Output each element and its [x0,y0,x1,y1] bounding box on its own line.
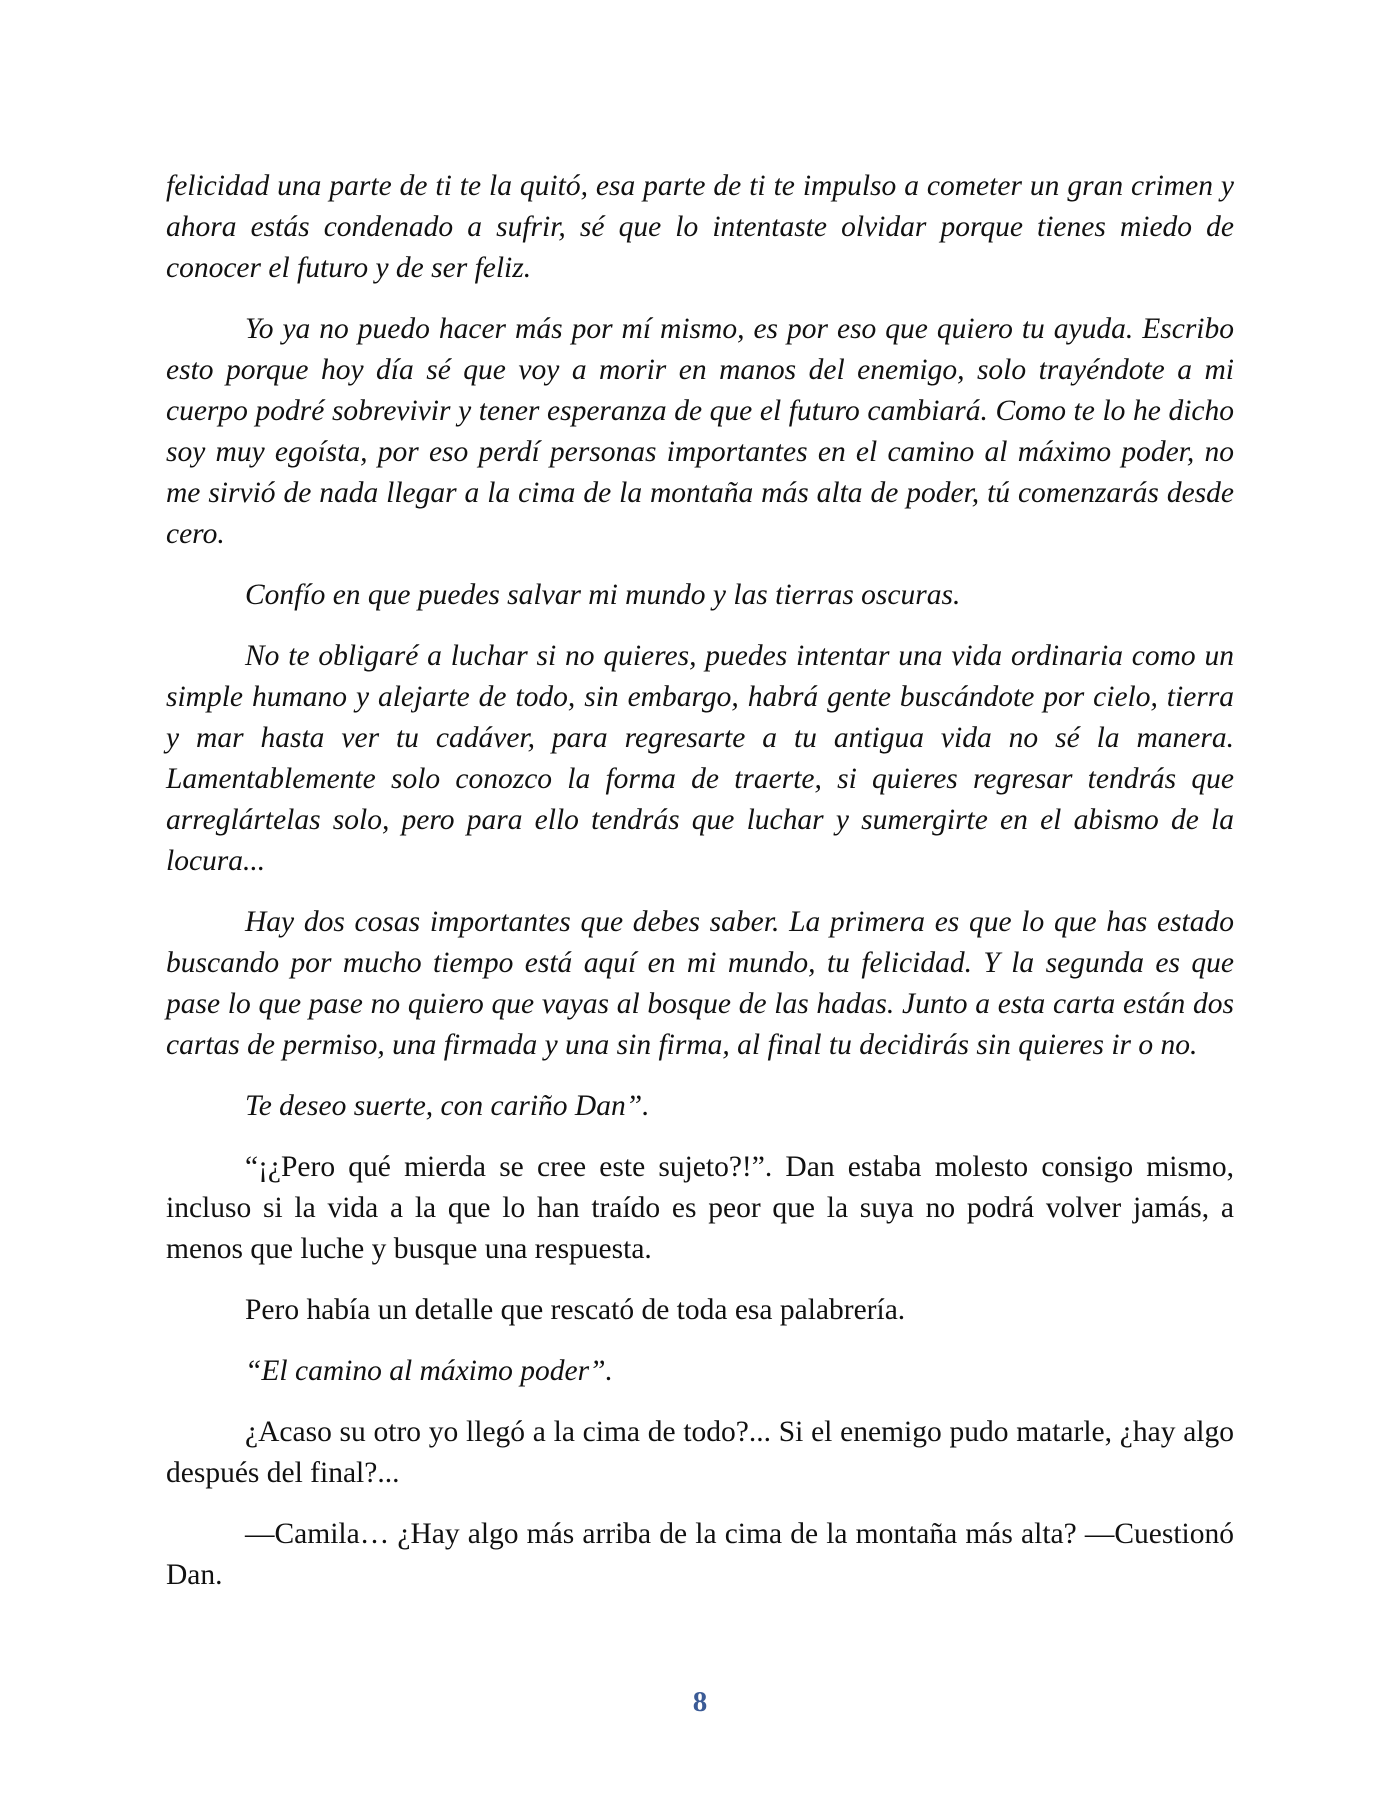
page-body [166,166,1234,1616]
paragraph-dialogue: —Camila… ¿Hay algo más arriba de la cima de la montaña más alta? —Cuestionó Dan. [166,1518,1234,1591]
paragraph-letter: Confío en que puedes salvar mi mundo y las tierras oscuras. [245,579,961,611]
paragraph-letter-signoff: Te deseo suerte, con cariño Dan”. [245,1090,650,1122]
paragraph-narrative: ¿Acaso su otro yo llegó a la cima de todo?... Si el enemigo pudo matarle, ¿hay algo después del final?... [166,1416,1234,1489]
paragraph-narrative: “¡¿Pero qué mierda se cree este sujeto?!”. Dan estaba molesto consigo mismo, incluso si la vida a la que lo han traído es peor que la suya no podrá volver jamás, a menos que luche y busque una respuesta. [166,1151,1234,1265]
paragraph-quote: “El camino al máximo poder”. [245,1355,613,1387]
paragraph-narrative: Pero había un detalle que rescató de toda esa palabrería. [245,1294,906,1326]
paragraph-letter-continuation: felicidad una parte de ti te la quitó, esa parte de ti te impulso a cometer un gran crimen y ahora estás condenado a sufrir, sé que lo intentaste olvidar porque tienes miedo de conocer el futuro y de ser feliz. [166,170,1234,284]
paragraph-letter: Hay dos cosas importantes que debes saber. La primera es que lo que has estado buscando por mucho tiempo está aquí en mi mundo, tu felicidad. Y la segunda es que pase lo que pase no quiero que vayas al bosque de las hadas. Junto a esta carta están dos cartas de permiso, una firmada y una sin firma, al final tu decidirás sin quieres ir o no. [166,906,1234,1061]
page-number: 8 [692,1686,708,1718]
paragraph-letter: Yo ya no puedo hacer más por mí mismo, es por eso que quiero tu ayuda. Escribo esto porque hoy día sé que voy a morir en manos del enemigo, solo trayéndote a mi cuerpo podré sobrevivir y tener esperanza de que el futuro cambiará. Como te lo he dicho soy muy egoísta, por eso perdí personas importantes en el camino al máximo poder, no me sirvió de nada llegar a la cima de la montaña más alta de poder, tú comenzarás desde cero. [166,313,1234,550]
paragraph-letter: No te obligaré a luchar si no quieres, puedes intentar una vida ordinaria como un simple humano y alejarte de todo, sin embargo, habrá gente buscándote por cielo, tierra y mar hasta ver tu cadáver, para regresarte a tu antigua vida no sé la manera. Lamentablemente solo conozco la forma de traerte, si quieres regresar tendrás que arreglártelas solo, pero para ello tendrás que luchar y sumergirte en el abismo de la locura... [166,640,1234,877]
